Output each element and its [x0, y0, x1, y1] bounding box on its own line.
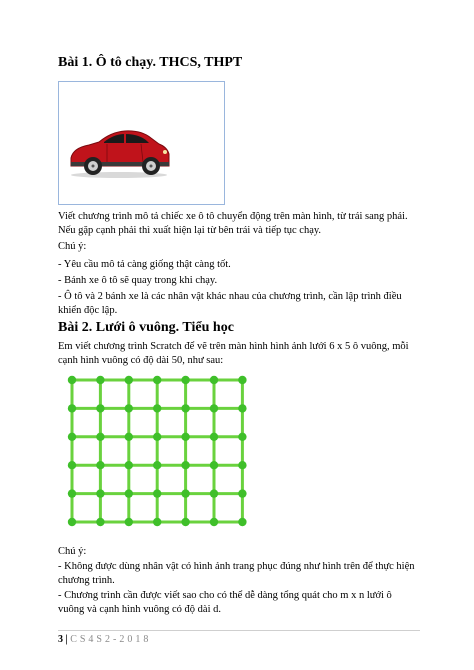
bai1-note-2: - Bánh xe ô tô sẽ quay trong khi chạy. [58, 275, 218, 286]
bai2-note-1: - Không được dùng nhân vật có hình ảnh trang phục đúng như hình trên để thực hiện chương trình. [58, 561, 415, 586]
grid-node-dot [153, 461, 161, 469]
grid-node-dot [153, 376, 161, 384]
grid-node-dot [238, 376, 246, 384]
grid-node-dot [125, 461, 133, 469]
bai2-note-2: - Chương trình cần được viết sao cho có thể dễ dàng tổng quát cho m x n lưới ô vuông và cạnh hình vuông có độ dài d. [58, 590, 392, 615]
grid-node-dot [210, 433, 218, 441]
grid-node-dot [181, 404, 189, 412]
red-car-image [59, 82, 224, 204]
grid-node-dot [68, 461, 76, 469]
bai2-description: Em viết chương trình Scratch để vẽ trên màn hình hình ảnh lưới 6 x 5 ô vuông, mỗi cạnh hình vuông có độ dài 50, như sau: [58, 341, 409, 366]
grid-node-dot [153, 433, 161, 441]
grid-node-dot [125, 404, 133, 412]
grid-node-dot [96, 461, 104, 469]
grid-node-dot [181, 518, 189, 526]
bai1-note-label: Chú ý: [58, 241, 87, 252]
bai1-title: Bài 1. Ô tô chạy. THCS, THPT [58, 55, 243, 70]
grid-node-dot [68, 433, 76, 441]
grid-node-dot [125, 433, 133, 441]
grid-node-dot [210, 461, 218, 469]
grid-node-dot [238, 433, 246, 441]
square-grid-image [62, 372, 258, 532]
grid-node-dot [96, 376, 104, 384]
grid-node-dot [181, 461, 189, 469]
grid-node-dot [125, 518, 133, 526]
grid-node-dot [210, 376, 218, 384]
grid-node-dot [153, 489, 161, 497]
grid-node-dot [96, 404, 104, 412]
bai1-note-3: - Ô tô và 2 bánh xe là các nhân vật khác nhau của chương trình, cần lập trình điều khiển độc lập. [58, 291, 402, 316]
grid-node-dot [210, 518, 218, 526]
bai1-note-1: - Yêu cầu mô tả càng giống thật càng tốt. [58, 259, 231, 270]
grid-node-dot [238, 489, 246, 497]
grid-node-dot [125, 489, 133, 497]
page-number: 3 [58, 634, 63, 645]
grid-node-dot [238, 461, 246, 469]
grid-node-dot [181, 489, 189, 497]
grid-node-dot [210, 489, 218, 497]
footer-divider [58, 630, 420, 631]
grid-drawing [62, 372, 258, 532]
footer-separator: | [65, 634, 68, 645]
bai2-title: Bài 2. Lưới ô vuông. Tiểu học [58, 320, 234, 335]
grid-node-dot [96, 489, 104, 497]
grid-node-dot [68, 404, 76, 412]
bai1-description: Viết chương trình mô tả chiếc xe ô tô chuyển động trên màn hình, từ trái sang phải. Nếu gặp cạnh phải thì xuất hiện lại từ bên trái và tiếp tục chạy. [58, 211, 408, 236]
grid-node-dot [238, 404, 246, 412]
grid-node-dot [210, 404, 218, 412]
footer-text: CS4S2-2018 [70, 634, 152, 645]
grid-node-dot [125, 376, 133, 384]
grid-node-dot [68, 518, 76, 526]
grid-node-dot [181, 433, 189, 441]
page-footer [58, 634, 151, 646]
grid-node-dot [153, 518, 161, 526]
grid-node-dot [238, 518, 246, 526]
bai2-note-label: Chú ý: [58, 546, 87, 557]
car-image-frame [58, 81, 225, 205]
grid-node-dot [96, 518, 104, 526]
grid-node-dot [181, 376, 189, 384]
grid-node-dot [68, 489, 76, 497]
grid-node-dot [68, 376, 76, 384]
grid-node-dot [153, 404, 161, 412]
grid-node-dot [96, 433, 104, 441]
